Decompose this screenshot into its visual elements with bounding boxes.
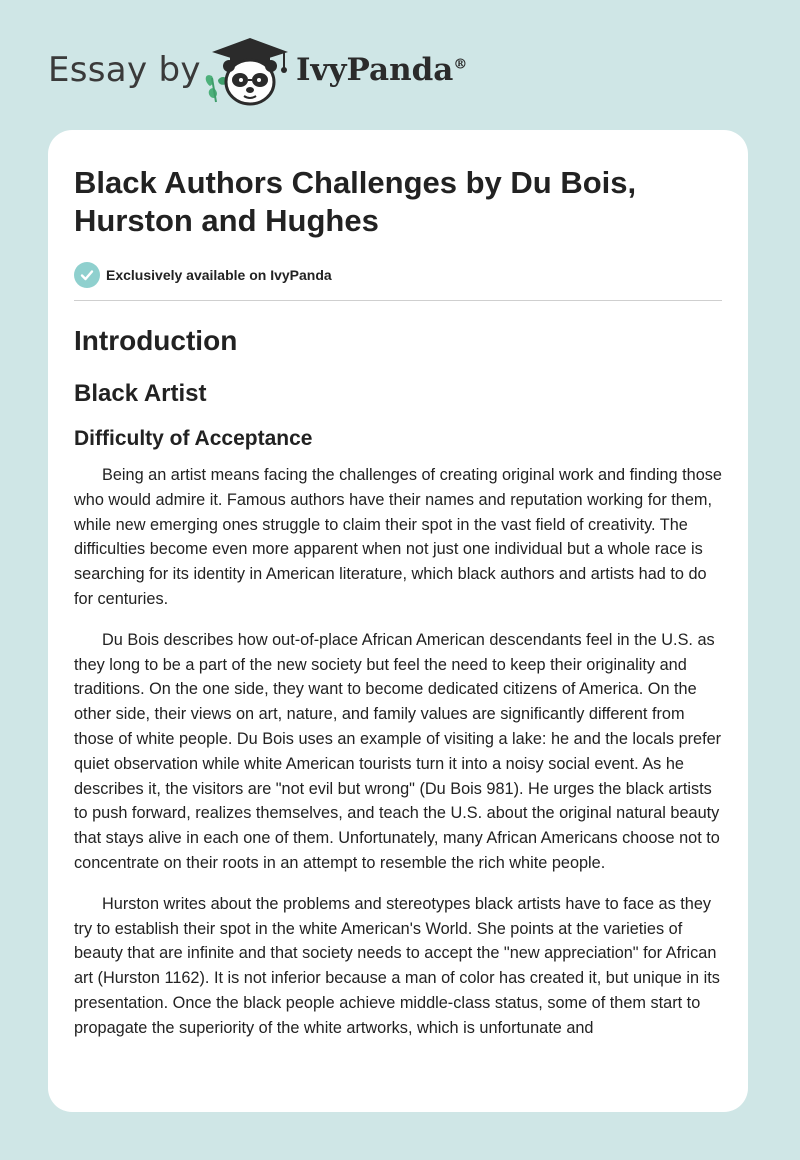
essay-card — [48, 130, 748, 1112]
panda-graduate-icon[interactable] — [200, 36, 292, 108]
subsection-heading-black-artist: Black Artist — [74, 380, 207, 407]
brand-logo-text[interactable]: IvyPanda® — [296, 52, 468, 88]
badge-label: Exclusively available on IvyPanda — [106, 267, 332, 283]
site-header — [0, 0, 800, 130]
page-title: Black Authors Challenges by Du Bois, Hurston and Hughes — [74, 165, 637, 238]
paragraph-3: Hurston writes about the problems and stereotypes black artists have to face as they try to establish their spot in the white American's World. She points at the varieties of beauty that are infinite and that society needs to accept the "new appreciation" for African art (Hurston 1162). It is not inferior because a man of color has created it, but unique in its presentation. Once the black people achieve middle-class status, some of them start to propagate the superiority of the white artworks, which is unfortunate and — [74, 894, 720, 1037]
divider — [74, 300, 722, 301]
essay-by-label: Essay by — [48, 50, 201, 90]
paragraph-1: Being an artist means facing the challenges of creating original work and finding those who would admire it. Famous authors have their names and reputation working for them, while new emerging ones struggle to claim their spot in the vast field of creativity. The difficulties become even more apparent when not just one individual but a whole race is searching for its identity in American literature, which black authors and artists had to do for centuries. — [74, 466, 722, 608]
section-heading-introduction: Introduction — [74, 325, 238, 356]
exclusive-badge — [74, 261, 722, 289]
check-icon — [74, 262, 100, 288]
subsection-heading-difficulty: Difficulty of Acceptance — [74, 427, 313, 450]
paragraph-2: Du Bois describes how out-of-place African American descendants feel in the U.S. as they long to be a part of the new society but feel the need to keep their originality and traditions. On the one side, they want to become dedicated citizens of America. On the other side, their views on art, nature, and family values are significantly different from those of white people. Du Bois uses an example of visiting a lake: he and the locals prefer quiet observation while white American tourists turn it into a noisy social event. As he describes it, the visitors are "not evil but wrong" (Du Bois 981). He urges the black artists to push forward, realizes themselves, and teach the U.S. about the original natural beauty that stays alive in each one of them. Unfortunately, many African Americans choose not to concentrate on their roots in an attempt to resemble the rich white people. — [74, 630, 722, 872]
